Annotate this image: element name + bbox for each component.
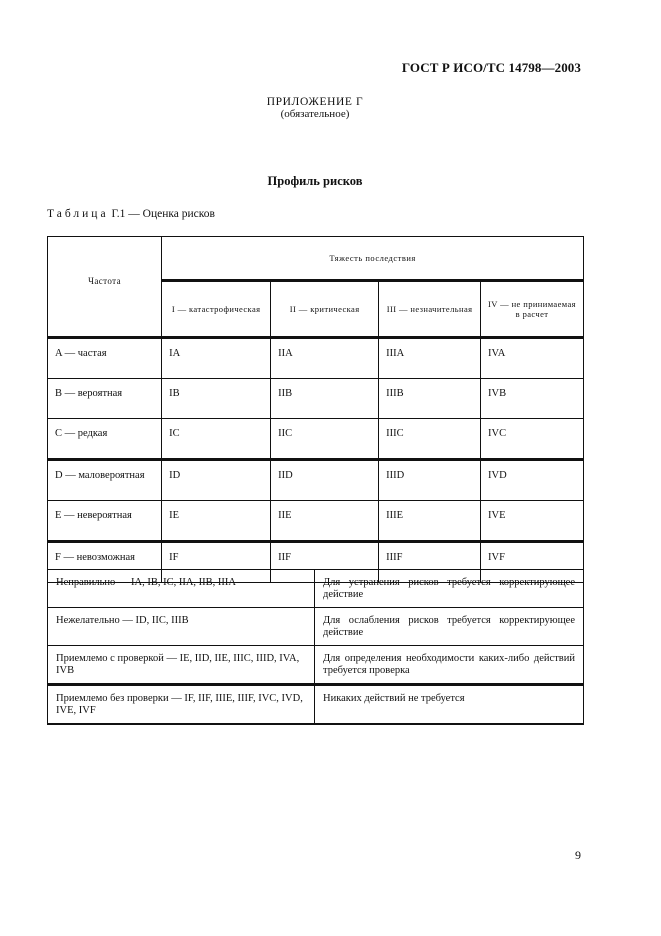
risk-cell: IE: [162, 501, 271, 542]
required-action-cell: Для определения необходимости каких-либо действий требуется проверка: [315, 646, 584, 685]
risk-assessment-table: [47, 236, 584, 583]
risk-cell: IID: [271, 460, 379, 501]
table-row: [48, 338, 584, 379]
risk-cell: ID: [162, 460, 271, 501]
required-action-cell: Для устранения рисков требуется корректирующее действие: [315, 570, 584, 608]
risk-action-table: [47, 569, 584, 725]
risk-cell: IIIE: [379, 501, 481, 542]
risk-cell: IIE: [271, 501, 379, 542]
risk-cell: IVA: [481, 338, 584, 379]
table-row: [48, 379, 584, 419]
risk-cell: IIID: [379, 460, 481, 501]
frequency-cell: B — вероятная: [48, 379, 162, 419]
risk-cell: IIIA: [379, 338, 481, 379]
risk-cell: IIIB: [379, 379, 481, 419]
table-row: [48, 685, 584, 725]
risk-category-cell: Приемлемо с проверкой — IE, IID, IIE, IIIC, IIID, IVA, IVB: [48, 646, 315, 685]
table-caption-text: Г.1 — Оценка рисков: [108, 208, 215, 220]
risk-cell: IIIF: [379, 542, 481, 583]
frequency-cell: D — маловероятная: [48, 460, 162, 501]
section-title: Профиль рисков: [267, 174, 363, 188]
risk-cell: IIA: [271, 338, 379, 379]
risk-cell: IVC: [481, 419, 584, 460]
table-row: [48, 608, 584, 646]
risk-cell: IIF: [271, 542, 379, 583]
table-caption-label: Таблица: [47, 208, 109, 220]
table-row: [48, 460, 584, 501]
risk-category-cell: Приемлемо без проверки — IF, IIF, IIIE, IIIF, IVC, IVD, IVE, IVF: [48, 685, 315, 725]
risk-cell: IIB: [271, 379, 379, 419]
risk-cell: IF: [162, 542, 271, 583]
required-action-cell: Никаких действий не требуется: [315, 685, 584, 725]
frequency-header: Частота: [48, 237, 162, 338]
document-code: ГОСТ Р ИСО/ТС 14798—2003: [401, 60, 581, 75]
table-header-row: [48, 237, 584, 281]
appendix-subtitle: (обязательное): [280, 108, 350, 120]
risk-cell: IVF: [481, 542, 584, 583]
risk-category-cell: Нежелательно — ID, IIC, IIIB: [48, 608, 315, 646]
severity-column-III: III — незначительная: [379, 281, 481, 338]
risk-category-cell: Неправильно — IA, IB, IC, IIA, IIB, IIIA: [48, 570, 315, 608]
table-caption: [47, 208, 215, 220]
severity-column-I: I — катастрофическая: [162, 281, 271, 338]
appendix-title: ПРИЛОЖЕНИЕ Г: [266, 96, 364, 108]
table-row: [48, 501, 584, 542]
risk-cell: IA: [162, 338, 271, 379]
frequency-cell: C — редкая: [48, 419, 162, 460]
frequency-cell: A — частая: [48, 338, 162, 379]
risk-cell: IB: [162, 379, 271, 419]
required-action-cell: Для ослабления рисков требуется корректирующее действие: [315, 608, 584, 646]
risk-cell: IVB: [481, 379, 584, 419]
risk-cell: IIIC: [379, 419, 481, 460]
risk-cell: IVE: [481, 501, 584, 542]
frequency-cell: E — невероятная: [48, 501, 162, 542]
severity-column-IV: IV — не принимаемая в расчет: [481, 281, 584, 338]
risk-cell: IC: [162, 419, 271, 460]
severity-header: Тяжесть последствия: [162, 237, 584, 281]
table-row: [48, 570, 584, 608]
page-number: 9: [575, 848, 581, 862]
severity-column-II: II — критическая: [271, 281, 379, 338]
table-row: [48, 646, 584, 685]
frequency-cell: F — невозможная: [48, 542, 162, 583]
risk-cell: IVD: [481, 460, 584, 501]
table-row: [48, 419, 584, 460]
risk-cell: IIC: [271, 419, 379, 460]
